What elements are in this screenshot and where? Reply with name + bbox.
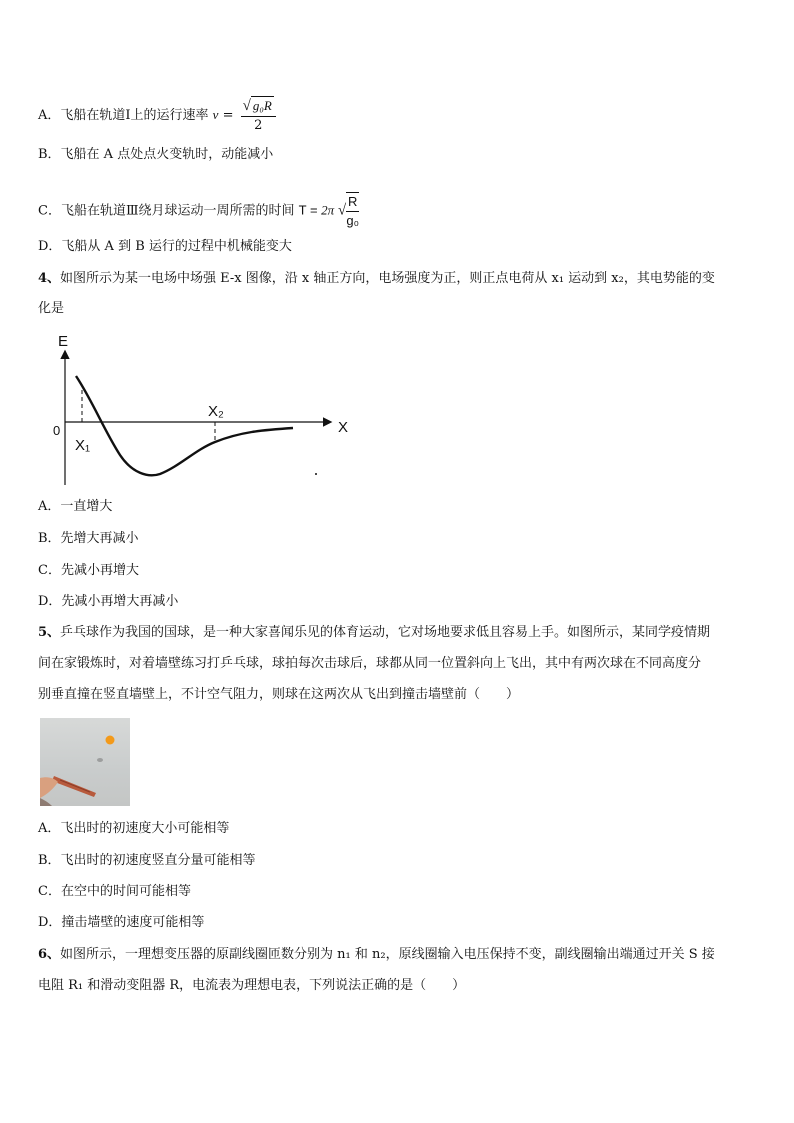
ping-pong-photo xyxy=(40,718,130,806)
q3-option-d: D．飞船从 A 到 B 运行的过程中机械能变大 xyxy=(38,239,292,254)
q4-stem-line1: 4、如图所示为某一电场中场强 E-x 图像，沿 x 轴正方向，电场强度为正，则正点电荷从 x₁ 运动到 x₂，其电势能的变 xyxy=(38,271,715,286)
q6-stem-line1: 6、如图所示，一理想变压器的原副线圈匝数分别为 n₁ 和 n₂，原线圈输入电压保持不变，副线圈输出端通过开关 S 接 xyxy=(38,947,715,962)
q3-option-c xyxy=(38,192,359,230)
e-x-graph xyxy=(40,330,360,490)
q5-stem-line1: 5、乒乓球作为我国的国球，是一种大家喜闻乐见的体育运动，它对场地要求低且容易上手。如图所示，某同学疫情期 xyxy=(38,625,711,640)
q4-option-a: A．一直增大 xyxy=(38,499,113,514)
period-fraction: $\frac{R}{\text{g₀}}$ xyxy=(346,194,360,228)
q5-option-d: D．撞击墙壁的速度可能相等 xyxy=(38,915,205,930)
x1-label: X₁ xyxy=(75,437,91,454)
q4-option-b: B．先增大再减小 xyxy=(38,531,139,546)
q3-option-c-text: C．飞船在轨道Ⅲ绕月球运动一周所需的时间 xyxy=(38,203,295,219)
q5-option-a: A．飞出时的初速度大小可能相等 xyxy=(38,821,230,836)
q3-option-a xyxy=(38,96,276,135)
stray-dot xyxy=(315,473,317,475)
origin-label: 0 xyxy=(53,423,61,438)
q5-stem-line2: 间在家锻炼时，对着墙壁练习打乒乓球，球拍每次击球后，球都从同一位置斜向上飞出，其中有两次球在不同高度分 xyxy=(38,656,702,671)
q4-option-c: C．先减小再增大 xyxy=(38,563,139,578)
q5-option-b: B．飞出时的初速度竖直分量可能相等 xyxy=(38,853,256,868)
q3-option-b: B．飞船在 A 点处点火变轨时，动能减小 xyxy=(38,147,274,162)
q5-option-c: C．在空中的时间可能相等 xyxy=(38,884,191,899)
hand xyxy=(40,777,58,798)
field-curve xyxy=(76,376,293,475)
velocity-fraction: $\frac{\text{√ g₀R}}{2}$ xyxy=(241,96,276,135)
q5-stem-line3: 别垂直撞在竖直墙壁上，不计空气阻力，则球在这两次从飞出到撞击墙壁前（ ） xyxy=(38,687,520,702)
q4-stem-line2: 化是 xyxy=(38,301,65,316)
y-axis-label: E xyxy=(58,333,69,350)
q4-option-d: D．先减小再增大再减小 xyxy=(38,594,179,609)
q3-option-c-formula: T = 2π √ $\frac{R}{\text{g₀}}$ xyxy=(298,194,360,228)
ping-pong-ball xyxy=(106,736,115,745)
x2-label: X₂ xyxy=(208,403,224,420)
x-axis-label: X xyxy=(338,419,349,436)
q3-option-a-formula: v = $\frac{\text{√ g₀R}}{2}$ xyxy=(213,96,276,135)
q6-stem-line2: 电阻 R₁ 和滑动变阻器 R，电流表为理想电表，下列说法正确的是（ ） xyxy=(38,978,466,993)
q3-option-a-text: A．飞船在轨道Ⅰ上的运行速率 xyxy=(38,108,209,123)
ping-pong-illustration xyxy=(40,718,130,806)
racket-handle xyxy=(52,776,96,797)
